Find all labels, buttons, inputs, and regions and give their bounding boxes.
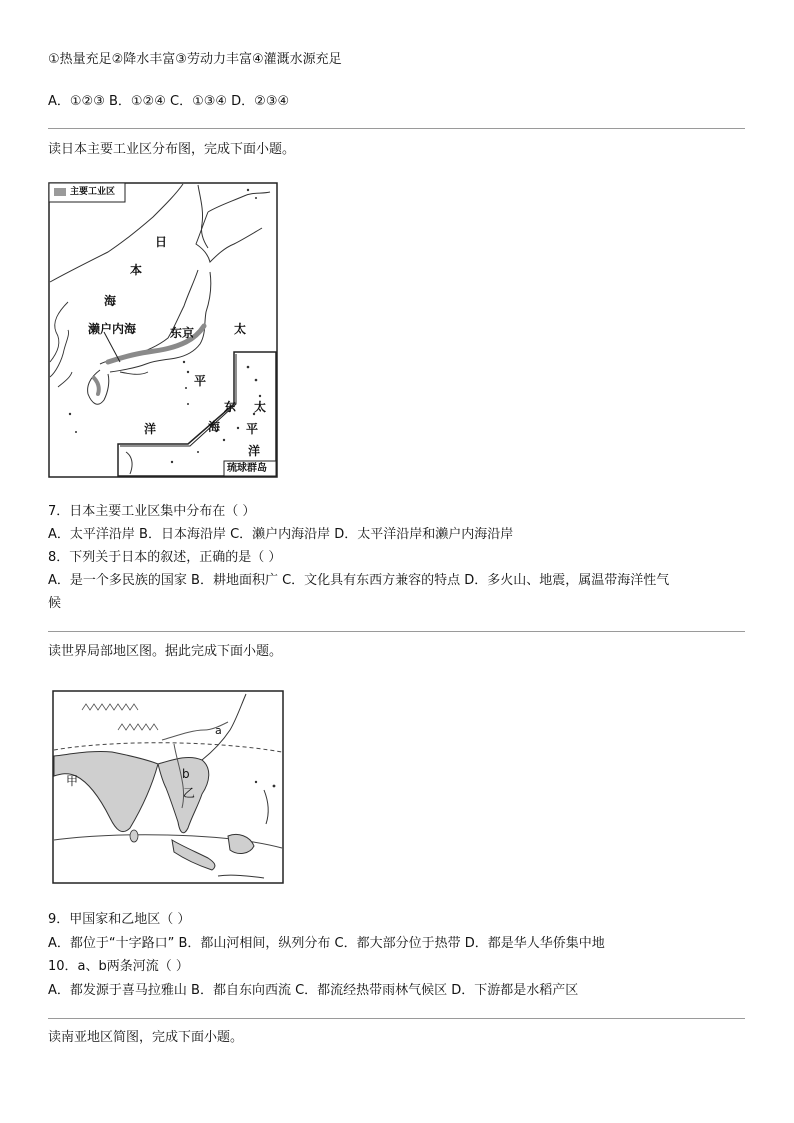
q6-factors: ①热量充足②降水丰富③劳动力丰富④灌溉水源充足 bbox=[48, 52, 342, 67]
label-inset-tai: 太 bbox=[254, 400, 267, 414]
legend-swatch bbox=[54, 188, 66, 196]
legend-label: 主要工业区 bbox=[70, 187, 116, 197]
section-intro-south-asia: 读南亚地区简图，完成下面小题。 bbox=[48, 1030, 244, 1045]
section-intro-world: 读世界局部地区图。据此完成下面小题。 bbox=[48, 644, 283, 659]
q7-stem: 7．日本主要工业区集中分布在（ ） bbox=[48, 504, 256, 519]
label-ri: 日 bbox=[155, 235, 168, 249]
divider bbox=[48, 631, 745, 632]
label-tai: 太 bbox=[234, 322, 247, 336]
label-inset-dong: 东 bbox=[224, 400, 237, 414]
label-tokyo: 东京 bbox=[170, 326, 195, 340]
divider bbox=[48, 1018, 745, 1019]
label-inset-ping: 平 bbox=[246, 422, 259, 436]
label-ryukyu: 琉球群岛 bbox=[227, 463, 267, 474]
label-hai: 海 bbox=[104, 294, 117, 308]
q8-options: A．是一个多民族的国家 B．耕地面积广 C．文化具有东西方兼容的特点 D．多火山、地震，属温带海洋性气 bbox=[48, 573, 670, 588]
divider bbox=[48, 128, 745, 129]
label-yi: 乙 bbox=[183, 786, 196, 800]
label-yang: 洋 bbox=[144, 422, 157, 436]
label-river-a: a bbox=[215, 724, 222, 737]
q9-options: A．都位于“十字路口” B．都山河相间，纵列分布 C．都大部分位于热带 D．都是华人华侨集中地 bbox=[48, 936, 605, 951]
label-ping: 平 bbox=[194, 374, 207, 388]
label-river-b: b bbox=[182, 767, 190, 781]
q8-options-cont: 候 bbox=[48, 596, 62, 611]
label-ben: 本 bbox=[130, 263, 143, 277]
japan-industrial-map bbox=[48, 182, 278, 478]
label-inset-yang: 洋 bbox=[248, 444, 261, 458]
q9-stem: 9．甲国家和乙地区（ ） bbox=[48, 912, 191, 927]
q7-options: A．太平洋沿岸 B．日本海沿岸 C．濑户内海沿岸 D．太平洋沿岸和濑户内海沿岸 bbox=[48, 527, 514, 542]
section-intro-japan: 读日本主要工业区分布图，完成下面小题。 bbox=[48, 142, 296, 157]
q8-stem: 8．下列关于日本的叙述，正确的是（ ） bbox=[48, 550, 282, 565]
label-inset-hai: 海 bbox=[208, 420, 221, 434]
label-seto: 濑户内海 bbox=[88, 322, 137, 336]
label-jia: 甲 bbox=[66, 774, 79, 788]
asia-region-map bbox=[52, 690, 284, 884]
q10-options: A．都发源于喜马拉雅山 B．都自东向西流 C．都流经热带雨林气候区 D．下游都是水稻产区 bbox=[48, 983, 579, 998]
q10-stem: 10．a、b两条河流（ ） bbox=[48, 959, 189, 974]
q6-options: A．①②③ B．①②④ C．①③④ D．②③④ bbox=[48, 94, 290, 109]
